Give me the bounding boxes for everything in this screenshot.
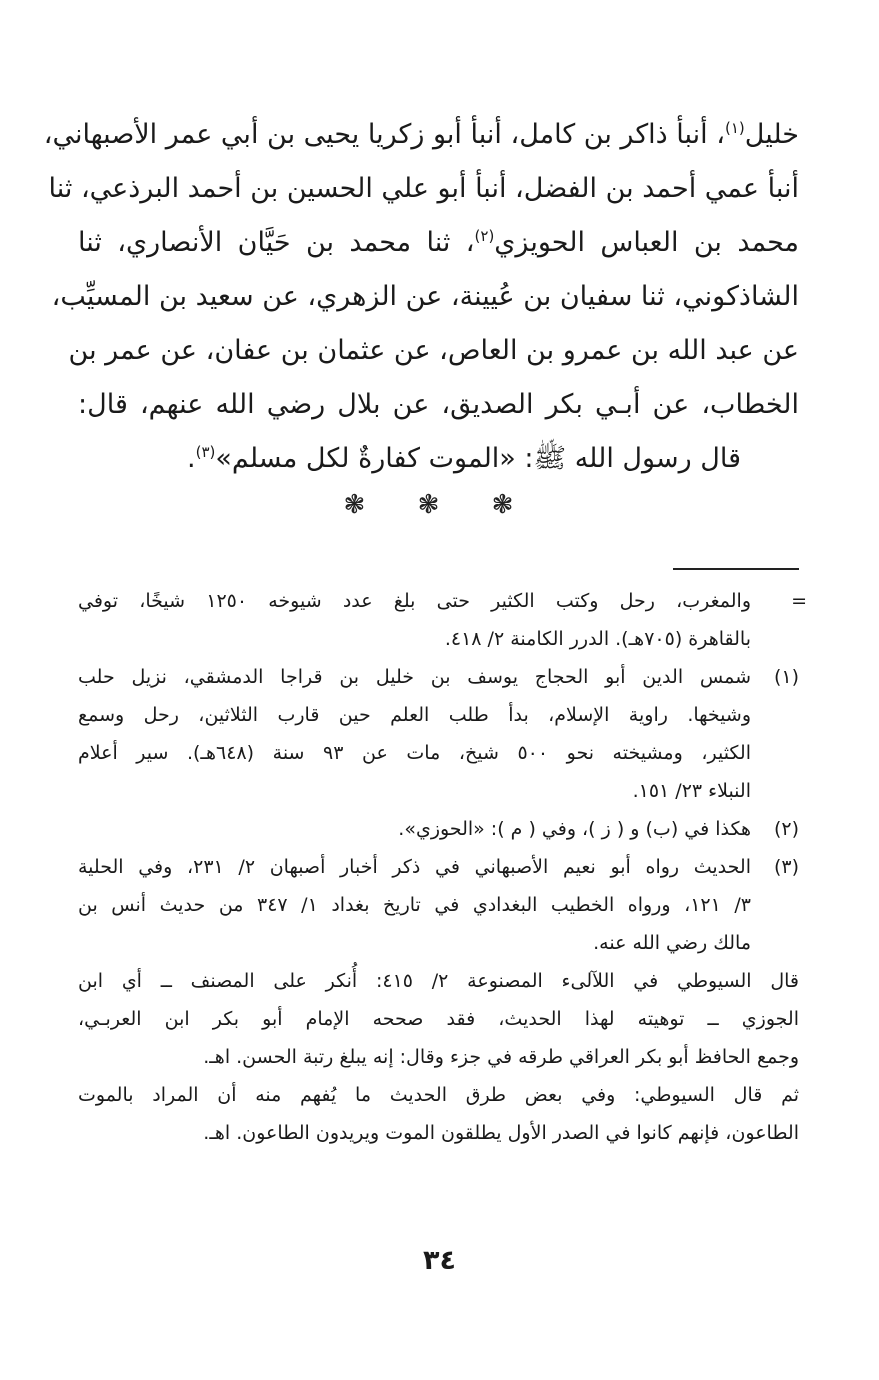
footnote-line: ٣/ ١٢١، ورواه الخطيب البغدادي في تاريخ بغداد ١/ ٣٤٧ من حديث أنس بن <box>78 894 751 916</box>
section-separator: ❃ ❃ ❃ <box>343 490 536 520</box>
footnote-continuation <box>78 582 807 658</box>
footnote-marker: (٢) <box>773 818 799 840</box>
main-line: أنبأ عمي أحمد بن الفضل، أنبأ أبو علي الحسين بن أحمد البرذعي، ثنا <box>48 173 799 204</box>
main-line: عن عبد الله بن عمرو بن العاص، عن عثمان بن عفان، عن عمر بن <box>68 335 799 366</box>
main-line: الخطاب، عن أبـي بكر الصديق، عن بلال رضي الله عنهم، قال: <box>78 389 799 420</box>
footnote-2 <box>78 810 799 848</box>
footnote-line: الكثير، ومشيخته نحو ٥٠٠ شيخ، مات عن ٩٣ سنة (٦٤٨هـ). سير أعلام <box>78 742 751 764</box>
footnote-line: الحديث رواه أبو نعيم الأصبهاني في ذكر أخبار أصبهان ٢/ ٢٣١، وفي الحلية <box>78 856 751 878</box>
footnote-reference: (١) <box>724 119 745 137</box>
footnote-marker: (٣) <box>773 856 799 878</box>
footnote-line: مالك رضي الله عنه. <box>593 932 751 954</box>
footnote-line: وشيخها. راوية الإسلام، بدأ طلب العلم حين قارب الثلاثين، رحل وسمع <box>78 704 751 726</box>
main-line-hadith: قال رسول الله ﷺ: «الموت كفارةٌ لكل مسلم»$^{(٣)}$. <box>187 443 741 474</box>
main-line: الشاذكوني، ثنا سفيان بن عُيينة، عن الزهري، عن سعيد بن المسيِّب، <box>51 281 799 312</box>
footnote-line: النبلاء ٢٣/ ١٥١. <box>632 780 751 802</box>
footnote-rule <box>673 568 799 570</box>
footnote-line: وجمع الحافظ أبو بكر العراقي طرقه في جزء وقال: إنه يبلغ رتبة الحسن. اهـ. <box>203 1046 799 1068</box>
footnote-line: والمغرب، رحل وكتب الكثير حتى بلغ عدد شيوخه ١٢٥٠ شيخًا، توفي <box>78 590 751 612</box>
main-line: خليل$^{(١)}$، أنبأ ذاكر بن كامل، أنبأ أبو زكريا يحيى بن أبي عمر الأصبهاني، <box>43 119 799 150</box>
footnote-reference: (٢) <box>474 227 495 245</box>
footnote-line: الجوزي ــ توهيته لهذا الحديث، فقد صححه الإمام أبو بكر ابن العربـي، <box>78 1008 799 1030</box>
footnote-line: ثم قال السيوطي: وفي بعض طرق الحديث ما يُفهم منه أن المراد بالموت <box>78 1084 799 1106</box>
footnote-3-paragraph-suyuti <box>78 962 799 1076</box>
footnote-line: هكذا في (ب) و ( ز )، وفي ( م ): «الحوزي». <box>398 818 751 840</box>
main-line: محمد بن العباس الحويزي$^{(٢)}$، ثنا محمد بن حَيَّان الأنصاري، ثنا <box>78 227 799 258</box>
footnote-marker: = <box>791 590 807 612</box>
footnote-3-paragraph-plague <box>78 1076 799 1152</box>
main-text <box>43 108 799 486</box>
footnote-line: الطاعون، فإنهم كانوا في الصدر الأول يطلقون الموت ويريدون الطاعون. اهـ. <box>203 1122 799 1144</box>
page-number: ٣٤ <box>423 1245 456 1276</box>
footnote-3 <box>78 848 799 962</box>
footnote-1 <box>78 658 799 810</box>
footnote-line: بالقاهرة (٧٠٥هـ). الدرر الكامنة ٢/ ٤١٨. <box>444 628 751 650</box>
footnotes <box>78 582 807 1152</box>
footnote-line: شمس الدين أبو الحجاج يوسف بن خليل بن قراجا الدمشقي، نزيل حلب <box>78 666 751 688</box>
footnote-reference: (٣) <box>195 443 216 461</box>
footnote-line: قال السيوطي في اللآلىء المصنوعة ٢/ ٤١٥: أُنكر على المصنف ــ أي ابن <box>78 970 799 992</box>
footnote-marker: (١) <box>773 666 799 688</box>
